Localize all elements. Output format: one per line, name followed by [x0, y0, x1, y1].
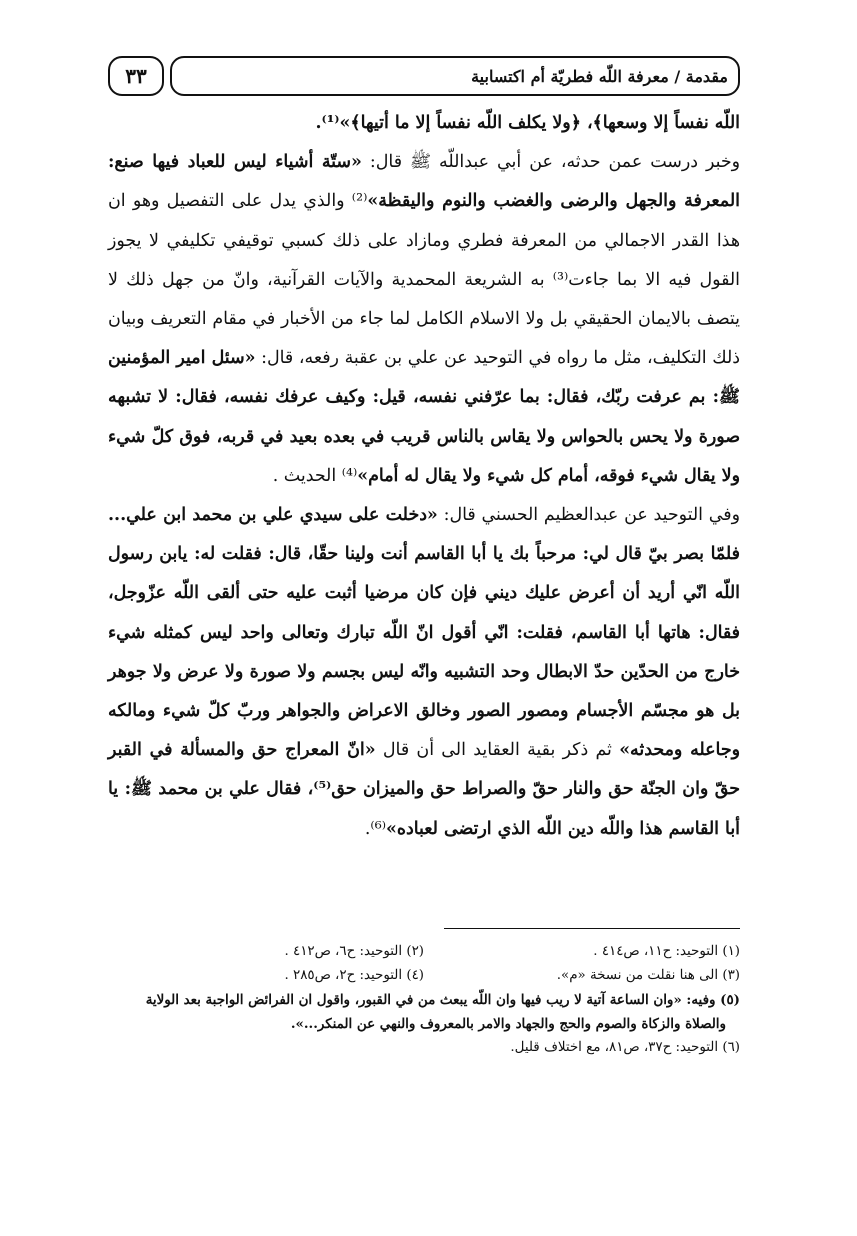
text-run: وخبر درست عمن حدثه، عن أبي عبداللّه ﷺ قال: — [361, 152, 741, 173]
footnote-2: (٢) التوحيد: ح٦، ص٤١٢ . — [284, 944, 424, 959]
footnote-6: (٦) التوحيد: ح٣٧، ص٨١، مع اختلاف قليل. — [510, 1040, 740, 1055]
paragraph-1 — [108, 104, 740, 143]
footnote-5-line-1: (٥) وفيه: «وان الساعة آتية لا ريب فيها وان اللّه يبعث من في القبور، واقول ان الفرائض الواجبة بعد الولاية — [145, 992, 740, 1008]
text-run: ⁽⁴⁾ الحديث . — [272, 465, 358, 486]
footnote-3: (٣) الى هنا نقلت من نسخة «م». — [556, 968, 740, 983]
text-run: ⁽²⁾ والذي يدل على التفصيل وهو ان هذا القدر الاجمالي من المعرفة فطري ومازاد على ذلك كسبي توقيفي تكليفي لا يجوز القول فيه الا بما جاءت⁽³⁾ به الشريعة المحمدية والآيات القرآنية، وانّ من جهل ذلك لا يتصف بالايمان الحقيقي بل ولا الاسلام الكامل لما جاء من الأخبار في مقام التعريف وبيان ذلك التكليف، مثل ما رواه في التوحيد عن علي بن عقبة رفعه، قال: — [108, 191, 740, 369]
hadith-quote: «ستّة أشياء ليس للعباد فيها صنع: المعرفة والجهل والرضى والغضب والنوم واليقظة» — [108, 152, 740, 212]
paragraph-2 — [108, 143, 740, 496]
text-run: ⁽⁶⁾. — [364, 818, 386, 839]
page-header — [108, 56, 740, 98]
footnotes — [108, 940, 740, 1060]
text-run: وفي التوحيد عن عبدالعظيم الحسني قال: — [437, 505, 740, 526]
footnote-5 — [108, 988, 740, 1036]
quran-quote: اللّه نفساً إلا وسعها﴾، ﴿ولا يكلف اللّه نفساً إلا ما أتيها﴾»⁽¹⁾. — [315, 113, 740, 133]
paragraph-3 — [108, 496, 740, 849]
main-text — [108, 104, 740, 849]
footnote-4: (٤) التوحيد: ح٢، ص٢٨٥ . — [284, 968, 424, 983]
text-run: ثم ذكر بقية العقايد الى أن قال — [375, 740, 620, 761]
footnote-row — [108, 964, 740, 988]
running-title: مقدمة / معرفة اللّه فطريّة أم اكتسابية — [170, 56, 740, 96]
hadith-quote: «انّ المعراج حق والمسألة في القبر حقّ وان الجنّة حق والنار حقّ والصراط حق والميزان حق⁽⁵⁾، فقال علي بن محمد ﷺ: يا أبا القاسم هذا واللّه دين اللّه الذي ارتضى لعباده» — [108, 740, 740, 839]
page-number: ٣٣ — [108, 56, 164, 96]
footnote-row — [108, 940, 740, 964]
hadith-quote: «دخلت على سيدي علي بن محمد ابن علي... فلمّا بصر بيّ قال لي: مرحباً بك يا أبا القاسم أنت ولينا حقّا، قال: فقلت له: يابن رسول اللّه انّي أريد أن أعرض عليك ديني فإن كان مرضيا أثبت عليه حتى ألقى اللّه عزّوجل، فقال: هاتها أبا القاسم، فقلت: انّي أقول انّ اللّه تبارك وتعالى واحد ليس كمثله شيء خارج من الحدّين حدّ الابطال وحد التشبيه وانّه ليس بجسم ولا صورة ولا عرض ولا جوهر بل هو مجسّم الأجسام ومصور الصور وخالق الاعراض والجواهر وربّ كلّ شيء ومالكه وجاعله ومحدثه» — [108, 505, 741, 761]
hadith-quote: «سئل امير المؤمنين ﷺ: بم عرفت ربّك، فقال: بما عرّفني نفسه، قيل: وكيف عرفك نفسه، فقال: لا تشبهه صورة ولا يحس بالحواس ولا يقاس بالناس قريب في بعده بعيد في قربه، فوق كلّ شيء ولا يقال شيء فوقه، أمام كل شيء ولا يقال له أمام» — [108, 348, 740, 486]
footnote-1: (١) التوحيد: ح١١، ص٤١٤ . — [593, 944, 740, 959]
footnote-5-line-2: والصلاة والزكاة والصوم والحج والجهاد والامر بالمعروف والنهي عن المنكر...». — [290, 1016, 726, 1032]
footnote-divider — [444, 928, 740, 929]
